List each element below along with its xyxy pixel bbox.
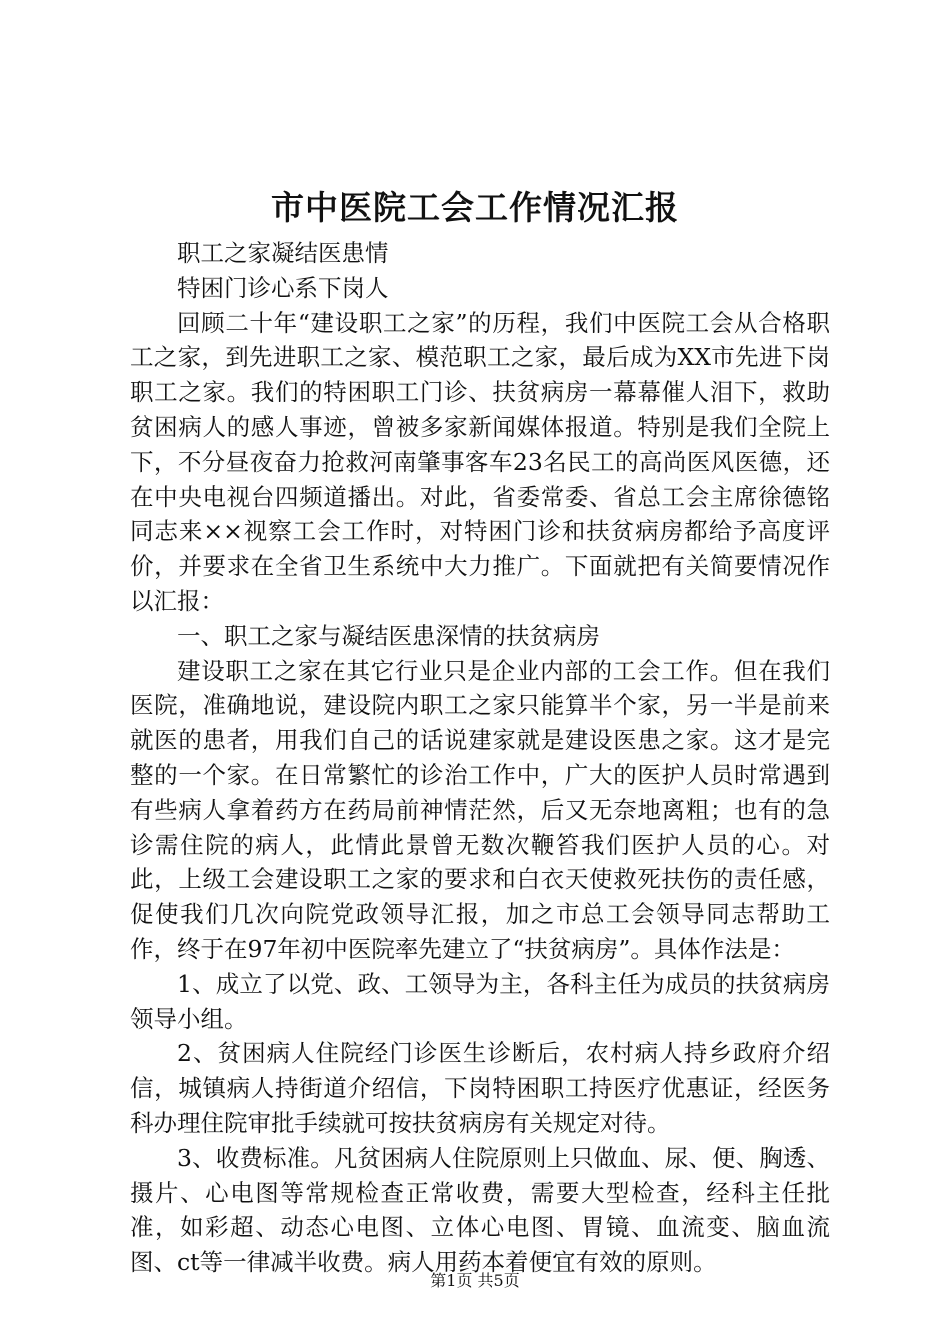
item-1-paragraph: 1、成立了以党、政、工领导为主，各科主任为成员的扶贫病房领导小组。 (130, 969, 830, 1033)
section-heading-1: 一、职工之家与凝结医患深情的扶贫病房 (177, 621, 600, 650)
item-2-paragraph: 2、贫困病人住院经门诊医生诊断后，农村病人持乡政府介绍信，城镇病人持街道介绍信，下岗特困职工持医疗优惠证，经医务科办理住院审批手续就可按扶贫病房有关规定对待。 (130, 1039, 830, 1137)
subtitle-1: 职工之家凝结医患情 (177, 239, 389, 267)
intro-paragraph: 回顾二十年“建设职工之家”的历程，我们中医院工会从合格职工之家，到先进职工之家、模范职工之家，最后成为XX市先进下岗职工之家。我们的特困职工门诊、扶贫病房一幕幕催人泪下，救助贫困病人的感人事迹，曾被多家新闻媒体报道。特别是我们全院上下，不分昼夜奋力抢救河南肇事客车23名民工的高尚医风医德，还在中央电视台四频道播出。对此，省委常委、省总工会主席徐德铭同志来××视察工会工作时，对特困门诊和扶贫病房都给予高度评价，并要求在全省卫生系统中大力推广。下面就把有关简要情况作以汇报： (130, 308, 830, 615)
section-1-paragraph: 建设职工之家在其它行业只是企业内部的工会工作。但在我们医院，准确地说，建设院内职工之家只能算半个家，另一半是前来就医的患者，用我们自己的话说建家就是建设医患之家。这才是完整的一个家。在日常繁忙的诊治工作中，广大的医护人员时常遇到有些病人拿着药方在药局前神情茫然，后又无奈地离粗；也有的急诊需住院的病人，此情此景曾无数次鞭笞我们医护人员的心。对此，上级工会建设职工之家的要求和白衣天使救死扶伤的责任感，促使我们几次向院党政领导汇报，加之市总工会领导同志帮助工作，终于在97年初中医院率先建立了“扶贫病房”。具体作法是： (130, 656, 830, 963)
document-title: 市中医院工会工作情况汇报 (271, 188, 679, 227)
page-footer: 第1页 共5页 (430, 1271, 520, 1290)
document-body (130, 236, 830, 1280)
subtitle-2: 特困门诊心系下岗人 (177, 273, 389, 302)
item-3-paragraph: 3、收费标准。凡贫困病人住院原则上只做血、尿、便、胸透、摄片、心电图等常规检查正常收费，需要大型检查，经科主任批准，如彩超、动态心电图、立体心电图、胃镜、血流变、脑血流图、ct等一律减半收费。病人用药本着便宜有效的原则。 (130, 1143, 830, 1277)
